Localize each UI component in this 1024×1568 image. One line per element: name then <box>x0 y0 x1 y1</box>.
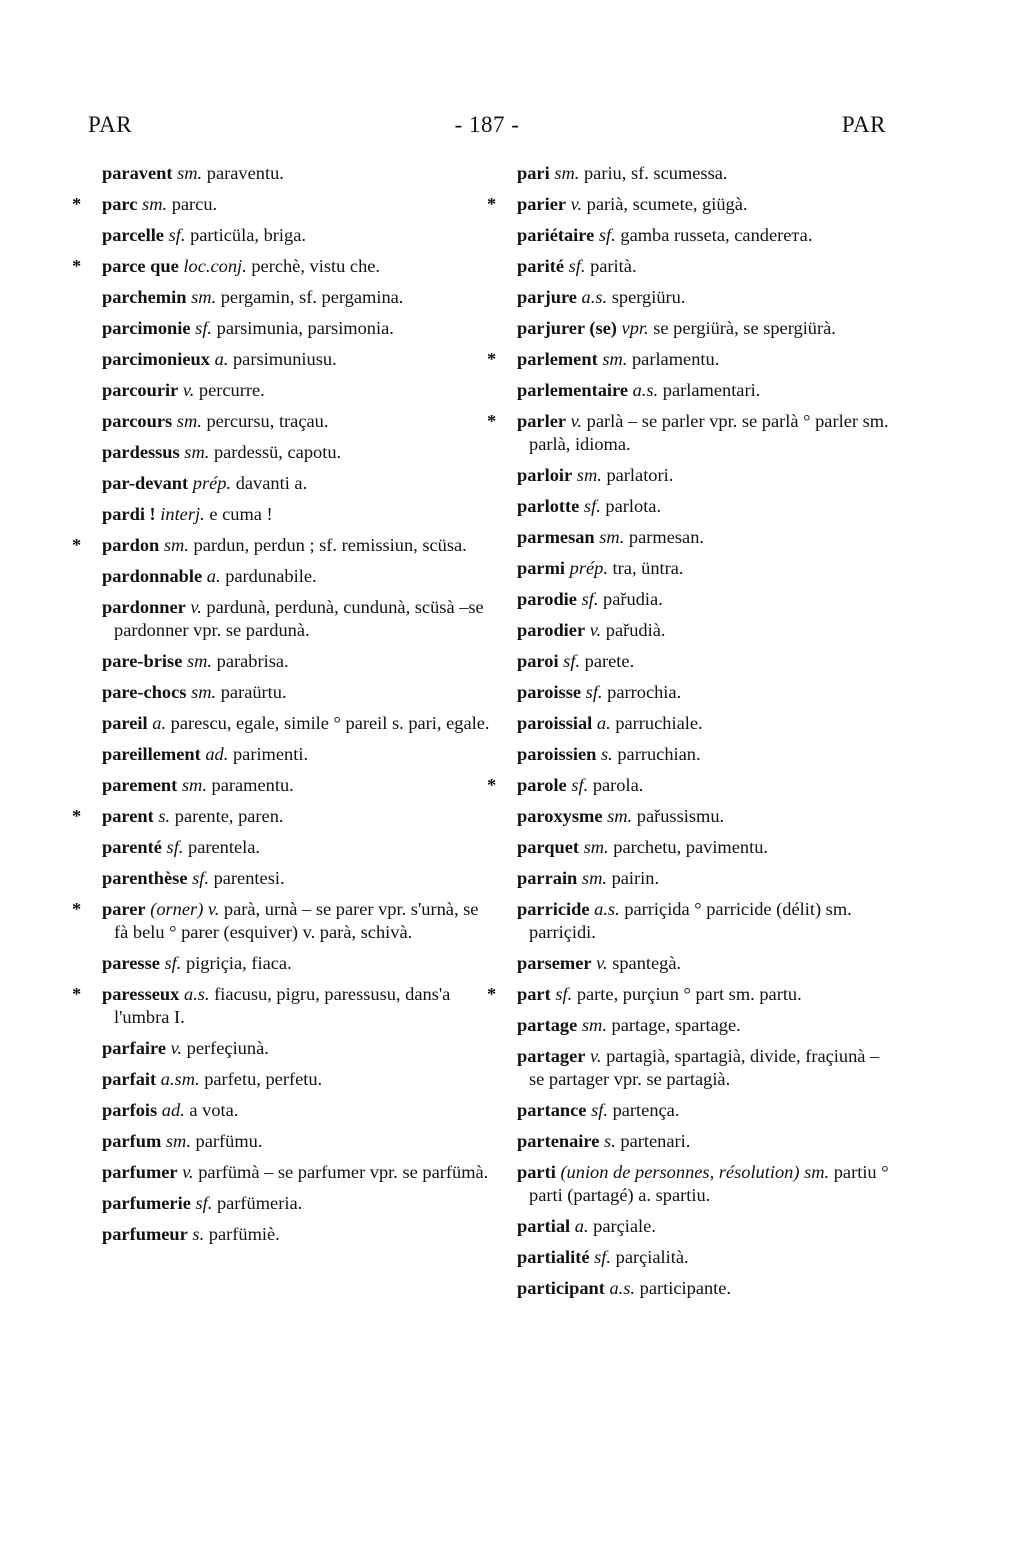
entry-headword: part <box>517 984 551 1004</box>
entry-grammar: a. <box>214 349 229 369</box>
entry-headword: parfumerie <box>102 1193 191 1213</box>
entry-definition: parte, purçiun ° part sm. partu. <box>576 984 802 1004</box>
dictionary-entry <box>102 437 492 468</box>
entry-marker: * <box>72 899 82 919</box>
dictionary-entry <box>102 220 492 251</box>
entry-grammar: a. <box>206 566 221 586</box>
dictionary-entry <box>517 1095 897 1126</box>
entry-headword: partenaire <box>517 1131 600 1151</box>
entry-marker: * <box>72 535 82 555</box>
dictionary-entry <box>517 522 897 553</box>
entry-headword: pardon <box>102 535 160 555</box>
dictionary-entry <box>517 948 897 979</box>
entry-headword: pari <box>517 163 550 183</box>
entry-headword: parfumer <box>102 1162 178 1182</box>
entry-grammar: v. <box>596 953 608 973</box>
entry-grammar: sf. <box>164 953 182 973</box>
entry-headword: parcourir <box>102 380 179 400</box>
entry-definition: percurre. <box>198 380 265 400</box>
entry-headword: parcimonieux <box>102 349 210 369</box>
entry-definition: a vota. <box>189 1100 239 1120</box>
entry-grammar: sf. <box>166 837 184 857</box>
dictionary-entry <box>102 499 492 530</box>
dictionary-entry <box>517 1161 897 1207</box>
entry-definition: parriçida ° parricide (délit) sm. parriçidi. <box>529 899 852 942</box>
entry-headword: parloir <box>517 465 573 485</box>
entry-definition: parà, urnà – se parer vpr. s'urnà, se fà belu ° parer (esquiver) v. parà, schivà. <box>114 899 479 942</box>
dictionary-entry <box>487 344 897 375</box>
dictionary-entry <box>517 801 897 832</box>
entry-grammar: sm. <box>576 465 602 485</box>
entry-definition: parchetu, pavimentu. <box>613 837 768 857</box>
dictionary-entry <box>102 406 492 437</box>
entry-grammar: s. <box>600 744 613 764</box>
entry-headword: parfumeur <box>102 1224 188 1244</box>
entry-grammar: sf. <box>195 318 213 338</box>
entry-headword: partialité <box>517 1247 590 1267</box>
dictionary-entry <box>102 712 492 735</box>
entry-marker: * <box>72 194 82 214</box>
entry-grammar: sf. <box>585 682 603 702</box>
dictionary-entry <box>517 491 897 522</box>
entry-definition: parente, paren. <box>174 806 284 826</box>
dictionary-entry <box>102 561 492 592</box>
entry-headword: pareillement <box>102 744 201 764</box>
entry-definition: paraürtu. <box>220 682 287 702</box>
entry-grammar: sm. <box>607 806 633 826</box>
dictionary-entry <box>517 708 897 739</box>
entry-headword: participant <box>517 1278 605 1298</box>
entry-grammar: v. <box>170 1038 183 1058</box>
entry-definition: pairin. <box>611 868 660 888</box>
dictionary-entry <box>72 801 492 832</box>
dictionary-entry <box>517 1045 897 1091</box>
left-column <box>72 158 492 1250</box>
entry-definition: parescu, egale, simile ° pareil s. pari, egale. <box>170 713 490 733</box>
entry-grammar: ad. <box>205 744 229 764</box>
entry-grammar: s. <box>604 1131 616 1151</box>
dictionary-entry <box>102 863 492 894</box>
entry-definition: parlatori. <box>606 465 674 485</box>
entry-headword: parenté <box>102 837 162 857</box>
entry-grammar: v. <box>190 597 202 617</box>
entry-grammar: prép. <box>569 558 608 578</box>
dictionary-entry <box>517 158 897 189</box>
dictionary-entry <box>517 1211 897 1242</box>
entry-definition: pardunà, perdunà, cundunà, scüsà –se pardonner vpr. se pardunà. <box>114 597 484 640</box>
dictionary-entry <box>102 770 492 801</box>
entry-definition: pigriçia, fiaca. <box>186 953 292 973</box>
entry-headword: paroi <box>517 651 559 671</box>
entry-grammar: (orner) v. <box>150 899 220 919</box>
entry-headword: pareil <box>102 713 148 733</box>
entry-grammar: s. <box>192 1224 205 1244</box>
entry-definition: parfümà – se parfumer vpr. se parfümà. <box>198 1162 489 1182</box>
entry-grammar: sf. <box>555 984 573 1004</box>
entry-headword: parler <box>517 411 567 431</box>
entry-definition: perfeçiunà. <box>186 1038 269 1058</box>
entry-grammar: ad. <box>161 1100 185 1120</box>
entry-definition: parfümu. <box>195 1131 263 1151</box>
entry-definition: partenari. <box>620 1131 691 1151</box>
entry-definition: parentesi. <box>213 868 285 888</box>
entry-definition: gamba russeta, canderета. <box>620 225 813 245</box>
entry-grammar: v. <box>570 194 583 214</box>
entry-grammar: sm. <box>165 1131 191 1151</box>
dictionary-entry <box>517 1242 897 1273</box>
entry-marker: * <box>72 984 82 1004</box>
entry-headword: parricide <box>517 899 590 919</box>
entry-headword: parfois <box>102 1100 158 1120</box>
dictionary-entry <box>517 646 897 677</box>
entry-headword: parer <box>102 899 146 919</box>
entry-definition: davanti a. <box>235 473 308 493</box>
dictionary-entry <box>517 584 897 615</box>
entry-headword: paroissien <box>517 744 597 764</box>
dictionary-entry <box>517 251 897 282</box>
entry-definition: partage, spartage. <box>611 1015 741 1035</box>
entry-headword: parsemer <box>517 953 592 973</box>
entry-grammar: sm. <box>599 527 625 547</box>
entry-grammar: a. <box>574 1216 589 1236</box>
entry-headword: parquet <box>517 837 579 857</box>
entry-headword: parlotte <box>517 496 580 516</box>
entry-headword: pare-brise <box>102 651 183 671</box>
entry-definition: parfümiè. <box>208 1224 280 1244</box>
entry-headword: parole <box>517 775 567 795</box>
entry-grammar: a.s. <box>594 899 620 919</box>
dictionary-entry <box>517 375 897 406</box>
entry-grammar: v. <box>590 1046 602 1066</box>
entry-definition: pardunabile. <box>225 566 317 586</box>
entry-headword: parcelle <box>102 225 164 245</box>
entry-definition: parruchiale. <box>615 713 703 733</box>
entry-grammar: v. <box>182 1162 194 1182</box>
dictionary-entry <box>72 251 492 282</box>
entry-grammar: prép. <box>192 473 232 493</box>
dictionary-entry <box>72 898 492 944</box>
dictionary-entry <box>102 646 492 677</box>
dictionary-entry <box>102 677 492 708</box>
dictionary-entry <box>102 832 492 863</box>
entry-headword: par-devant <box>102 473 189 493</box>
entry-grammar: sf. <box>594 1247 612 1267</box>
dictionary-entry <box>102 158 492 189</box>
entry-headword: pariétaire <box>517 225 595 245</box>
entry-grammar: (union de personnes, résolution) sm. <box>560 1162 830 1182</box>
entry-headword: paresse <box>102 953 160 973</box>
header-right: PAR <box>841 112 886 137</box>
dictionary-entry <box>517 832 897 863</box>
entry-headword: parfaire <box>102 1038 167 1058</box>
entry-grammar: sf. <box>598 225 616 245</box>
dictionary-entry <box>102 313 492 344</box>
entry-grammar: a.s. <box>632 380 659 400</box>
dictionary-entry <box>102 596 492 642</box>
entry-definition: percursu, traçau. <box>206 411 329 431</box>
entry-headword: pardessus <box>102 442 180 462</box>
entry-headword: parlement <box>517 349 598 369</box>
dictionary-entry <box>102 1064 492 1095</box>
entry-marker: * <box>487 194 497 214</box>
entry-grammar: a.s. <box>581 287 608 307</box>
entry-headword: partial <box>517 1216 571 1236</box>
entry-headword: parjurer (se) <box>517 318 617 338</box>
dictionary-entry <box>102 1126 492 1157</box>
entry-headword: parodier <box>517 620 586 640</box>
entry-headword: parfait <box>102 1069 157 1089</box>
entry-headword: parcimonie <box>102 318 191 338</box>
dictionary-entry <box>487 770 897 801</box>
page-header <box>88 112 886 138</box>
entry-grammar: sm. <box>554 163 580 183</box>
entry-grammar: a.sm. <box>160 1069 200 1089</box>
entry-headword: parmi <box>517 558 566 578</box>
entry-headword: paresseux <box>102 984 180 1004</box>
entry-definition: pařudia. <box>603 589 663 609</box>
dictionary-entry <box>102 344 492 375</box>
entry-definition: pařudià. <box>605 620 666 640</box>
entry-headword: parti <box>517 1162 556 1182</box>
entry-grammar: sf. <box>591 1100 608 1120</box>
entry-headword: partager <box>517 1046 586 1066</box>
entry-definition: pařussismu. <box>636 806 725 826</box>
entry-grammar: v. <box>182 380 195 400</box>
entry-grammar: sf. <box>568 256 586 276</box>
entry-marker: * <box>487 349 497 369</box>
dictionary-entry <box>72 189 492 220</box>
entry-grammar: sf. <box>581 589 599 609</box>
dictionary-entry <box>102 468 492 499</box>
entry-grammar: a. <box>596 713 611 733</box>
dictionary-entry <box>102 948 492 979</box>
entry-definition: spantegà. <box>612 953 682 973</box>
entry-grammar: sm. <box>191 682 217 702</box>
entry-headword: parodie <box>517 589 577 609</box>
dictionary-entry <box>487 189 897 220</box>
dictionary-entry <box>102 1161 492 1184</box>
entry-headword: partance <box>517 1100 587 1120</box>
entry-definition: parola. <box>592 775 644 795</box>
entry-grammar: sm. <box>191 287 217 307</box>
entry-marker: * <box>487 411 497 431</box>
entry-definition: parlamentari. <box>662 380 761 400</box>
entry-definition: paramentu. <box>211 775 294 795</box>
entry-grammar: sm. <box>181 775 207 795</box>
entry-headword: parcours <box>102 411 173 431</box>
entry-grammar: sm. <box>581 868 607 888</box>
dictionary-entry <box>517 1126 897 1157</box>
entry-definition: parcu. <box>171 194 218 214</box>
dictionary-entry <box>487 983 897 1006</box>
entry-grammar: sf. <box>192 868 209 888</box>
dictionary-entry <box>102 739 492 770</box>
dictionary-entry <box>102 1095 492 1126</box>
entry-definition: parimenti. <box>232 744 309 764</box>
entry-definition: parmesan. <box>628 527 704 547</box>
dictionary-entry <box>517 1273 897 1304</box>
entry-definition: parlà – se parler vpr. se parlà ° parler sm. parlà, idioma. <box>529 411 889 454</box>
dictionary-entry <box>517 863 897 894</box>
entry-definition: parità. <box>590 256 637 276</box>
dictionary-entry <box>517 677 897 708</box>
entry-definition: spergiüru. <box>611 287 686 307</box>
entry-grammar: sm. <box>142 194 168 214</box>
entry-definition: pergamin, sf. pergamina. <box>220 287 404 307</box>
entry-grammar: a.s. <box>609 1278 636 1298</box>
entry-headword: parchemin <box>102 287 187 307</box>
dictionary-entry <box>517 282 897 313</box>
entry-definition: parçialità. <box>615 1247 689 1267</box>
entry-definition: partiu ° parti (partagé) a. spartiu. <box>529 1162 889 1205</box>
entry-definition: parruchian. <box>617 744 701 764</box>
entry-grammar: loc.conj. <box>183 256 247 276</box>
dictionary-entry <box>487 410 897 456</box>
entry-headword: paravent <box>102 163 173 183</box>
entry-marker: * <box>72 256 82 276</box>
entry-definition: tra, üntra. <box>612 558 684 578</box>
entry-grammar: interj. <box>160 504 205 524</box>
dictionary-entry <box>517 1010 897 1041</box>
entry-grammar: a. <box>152 713 167 733</box>
entry-headword: parjure <box>517 287 577 307</box>
right-column <box>487 158 897 1304</box>
entry-definition: pardessü, capotu. <box>213 442 342 462</box>
entry-headword: parenthèse <box>102 868 188 888</box>
entry-definition: parlota. <box>605 496 662 516</box>
entry-definition: fiacusu, pigru, paressusu, dans'a l'umbra I. <box>114 984 451 1027</box>
entry-grammar: sm. <box>583 837 609 857</box>
entry-grammar: sf. <box>168 225 186 245</box>
entry-definition: se pergiürà, se spergiürà. <box>653 318 836 338</box>
page-number: - 187 - <box>454 112 520 137</box>
entry-grammar: sm. <box>581 1015 607 1035</box>
entry-headword: parc <box>102 194 138 214</box>
entry-marker: * <box>72 806 82 826</box>
entry-marker: * <box>487 984 497 1004</box>
entry-grammar: vpr. <box>621 318 649 338</box>
entry-grammar: sm. <box>186 651 213 671</box>
entry-grammar: v. <box>570 411 583 431</box>
entry-headword: pardi ! <box>102 504 156 524</box>
entry-definition: particüla, briga. <box>190 225 306 245</box>
entry-headword: parier <box>517 194 567 214</box>
entry-headword: paroisse <box>517 682 582 702</box>
dictionary-entry <box>517 553 897 584</box>
entry-headword: parfum <box>102 1131 162 1151</box>
entry-grammar: sf. <box>571 775 589 795</box>
dictionary-entry <box>517 615 897 646</box>
entry-definition: perchè, vistu che. <box>251 256 381 276</box>
entry-definition: pariu, sf. scumessa. <box>583 163 728 183</box>
dictionary-entry <box>102 282 492 313</box>
entry-headword: parent <box>102 806 154 826</box>
entry-headword: pardonner <box>102 597 186 617</box>
dictionary-entry <box>517 739 897 770</box>
entry-definition: parfümeria. <box>216 1193 303 1213</box>
entry-definition: parabrisa. <box>216 651 289 671</box>
entry-headword: pardonnable <box>102 566 203 586</box>
entry-grammar: sf. <box>195 1193 213 1213</box>
entry-definition: parrochia. <box>607 682 682 702</box>
entry-headword: partage <box>517 1015 578 1035</box>
entry-headword: parce que <box>102 256 179 276</box>
entry-headword: parité <box>517 256 564 276</box>
entry-definition: partagià, spartagià, divide, fraçiunà – se partager vpr. se partagià. <box>529 1046 880 1089</box>
entry-marker: * <box>487 775 497 795</box>
dictionary-entry <box>72 534 492 557</box>
dictionary-entry <box>517 317 897 340</box>
entry-definition: parentela. <box>188 837 261 857</box>
entry-grammar: sm. <box>602 349 628 369</box>
entry-headword: paroxysme <box>517 806 603 826</box>
entry-grammar: sf. <box>563 651 581 671</box>
entry-headword: paroissial <box>517 713 593 733</box>
entry-definition: parete. <box>584 651 635 671</box>
entry-grammar: a.s. <box>183 984 210 1004</box>
entry-grammar: sm. <box>176 411 202 431</box>
entry-headword: parlementaire <box>517 380 628 400</box>
dictionary-entry <box>72 983 492 1029</box>
entry-definition: paraventu. <box>206 163 284 183</box>
dictionary-entry <box>517 460 897 491</box>
dictionary-entry <box>517 220 897 251</box>
entry-grammar: s. <box>158 806 171 826</box>
entry-headword: pare-chocs <box>102 682 187 702</box>
entry-definition: parçiale. <box>593 1216 656 1236</box>
dictionary-entry <box>102 1033 492 1064</box>
entry-definition: parfetu, perfetu. <box>204 1069 323 1089</box>
entry-headword: parement <box>102 775 178 795</box>
entry-headword: parrain <box>517 868 578 888</box>
entry-headword: parmesan <box>517 527 595 547</box>
entry-grammar: sf. <box>583 496 601 516</box>
entry-definition: partença. <box>612 1100 680 1120</box>
entry-grammar: v. <box>589 620 602 640</box>
entry-definition: parlamentu. <box>631 349 720 369</box>
entry-definition: pardun, perdun ; sf. remissiun, scüsa. <box>193 535 467 555</box>
entry-definition: parià, scumete, giügà. <box>586 194 748 214</box>
dictionary-entry <box>102 375 492 406</box>
entry-definition: e cuma ! <box>209 504 273 524</box>
header-left: PAR <box>88 112 133 137</box>
dictionary-entry <box>102 1188 492 1219</box>
dictionary-entry <box>102 1219 492 1250</box>
entry-grammar: sm. <box>177 163 203 183</box>
dictionary-entry <box>517 898 897 944</box>
entry-definition: parsimunia, parsimonia. <box>216 318 394 338</box>
entry-grammar: sm. <box>163 535 189 555</box>
entry-definition: participante. <box>639 1278 732 1298</box>
entry-grammar: sm. <box>184 442 210 462</box>
entry-definition: parsimuniusu. <box>232 349 337 369</box>
